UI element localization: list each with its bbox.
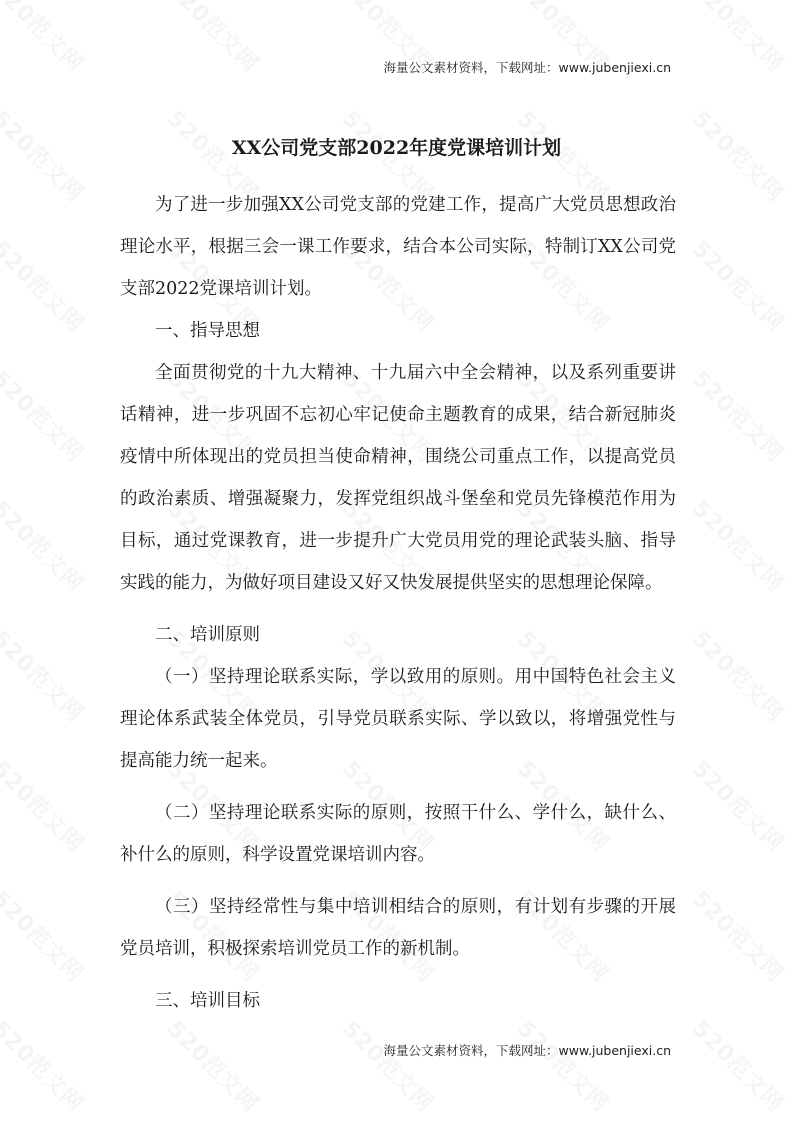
section-heading-training-goals: 三、培训目标 xyxy=(155,991,260,1011)
watermark-text xyxy=(0,753,92,858)
watermark-text xyxy=(686,1013,791,1118)
watermark-text xyxy=(686,883,791,988)
spacer xyxy=(120,604,676,614)
watermark-text xyxy=(0,0,92,78)
watermark-text xyxy=(0,1013,92,1118)
watermark-text xyxy=(686,493,791,598)
principle-one-paragraph: （一）坚持理论联系实际，学以致用的原则。用中国特色社会主义理论体系武装全体党员，引导党员联系实际、学以致以，将增强党性与提高能力统一起来。 xyxy=(120,667,676,771)
document-title: XX公司党支部2022年度党课培训计划 xyxy=(231,137,562,159)
watermark-text xyxy=(336,1013,441,1118)
watermark-text xyxy=(686,363,791,468)
spacer xyxy=(120,876,676,886)
watermark-text xyxy=(0,233,92,338)
watermark-text xyxy=(0,623,92,728)
watermark-text xyxy=(0,493,92,598)
watermark-text xyxy=(161,0,266,78)
section-heading-training-principles: 二、培训原则 xyxy=(155,625,260,645)
principle-three-paragraph: （三）坚持经常性与集中培训相结合的原则，有计划有步骤的开展党员培训，积极探索培训党员工作的新机制。 xyxy=(120,897,676,959)
watermark-text xyxy=(0,363,92,468)
spacer xyxy=(120,970,676,980)
watermark-text xyxy=(686,0,791,78)
watermark-text xyxy=(511,1013,616,1118)
spacer xyxy=(120,782,676,792)
document-body xyxy=(120,184,676,1022)
watermark-text xyxy=(686,623,791,728)
footer-note: 海量公文素材资料，下载网址：www.jubenjiexi.cn xyxy=(383,1043,671,1058)
intro-paragraph: 为了进一步加强XX公司党支部的党建工作，提高广大党员思想政治理论水平，根据三会一课工作要求，结合本公司实际，特制订XX公司党支部2022党课培训计划。 xyxy=(120,195,676,299)
section-heading-guiding-ideology: 一、指导思想 xyxy=(155,321,260,341)
watermark-text xyxy=(686,233,791,338)
guiding-ideology-paragraph: 全面贯彻党的十九大精神、十九届六中全会精神，以及系列重要讲话精神，进一步巩固不忘初心牢记使命主题教育的成果，结合新冠肺炎疫情中所体现出的党员担当使命精神，围绕公司重点工作，以提高党员的政治素质、增强凝聚力，发挥党组织战斗堡垒和党员先锋模范作用为目标，通过党课教育，进一步提升广大党员用党的理论武装头脑、指导实践的能力，为做好项目建设又好又快发展提供坚实的思想理论保障。 xyxy=(120,363,676,593)
header-note: 海量公文素材资料，下载网址：www.jubenjiexi.cn xyxy=(383,60,671,75)
watermark-text xyxy=(161,1013,266,1118)
watermark-text xyxy=(0,883,92,988)
watermark-text xyxy=(686,753,791,858)
principle-two-paragraph: （二）坚持理论联系实际的原则，按照干什么、学什么，缺什么、补什么的原则，科学设置党课培训内容。 xyxy=(120,803,676,865)
